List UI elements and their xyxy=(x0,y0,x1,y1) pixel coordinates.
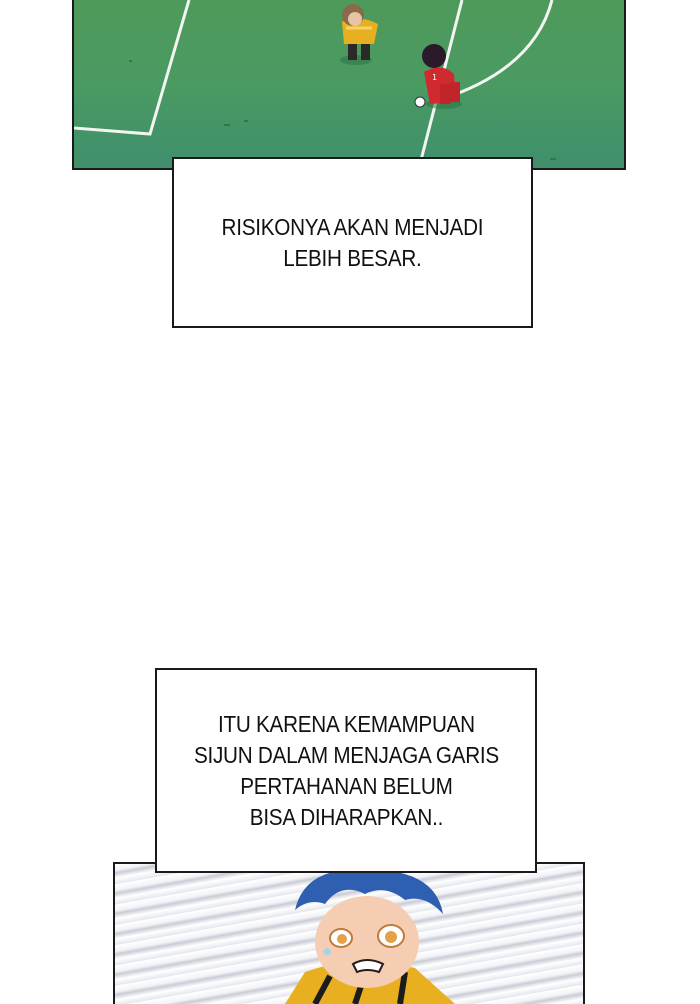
penalty-box-line xyxy=(74,0,189,134)
caption-2-line-3: PERTAHANAN BELUM xyxy=(239,772,453,799)
soccer-field-illustration xyxy=(74,0,624,168)
caption-box-1 xyxy=(172,157,533,328)
caption-1-line-2: LEBIH BESAR. xyxy=(283,244,422,271)
caption-1-line-1: RISIKONYA AKAN MENJADI xyxy=(221,213,484,240)
player-yellow xyxy=(340,4,378,65)
soccer-ball xyxy=(415,97,425,107)
caption-box-2 xyxy=(155,668,537,873)
caption-2-line-1: ITU KARENA KEMAMPUAN xyxy=(217,710,475,737)
character-illustration xyxy=(115,864,583,1004)
panel-soccer-field xyxy=(72,0,626,170)
caption-2-line-2: SIJUN DALAM MENJAGA GARIS xyxy=(193,741,499,768)
caption-2-text xyxy=(194,709,499,833)
caption-2-line-4: BISA DIHARAPKAN.. xyxy=(249,803,443,830)
svg-text:1: 1 xyxy=(432,73,438,82)
character-mouth xyxy=(353,960,383,972)
caption-1-text xyxy=(222,212,484,274)
panel-character-closeup xyxy=(113,862,585,1004)
player-red xyxy=(422,44,462,109)
